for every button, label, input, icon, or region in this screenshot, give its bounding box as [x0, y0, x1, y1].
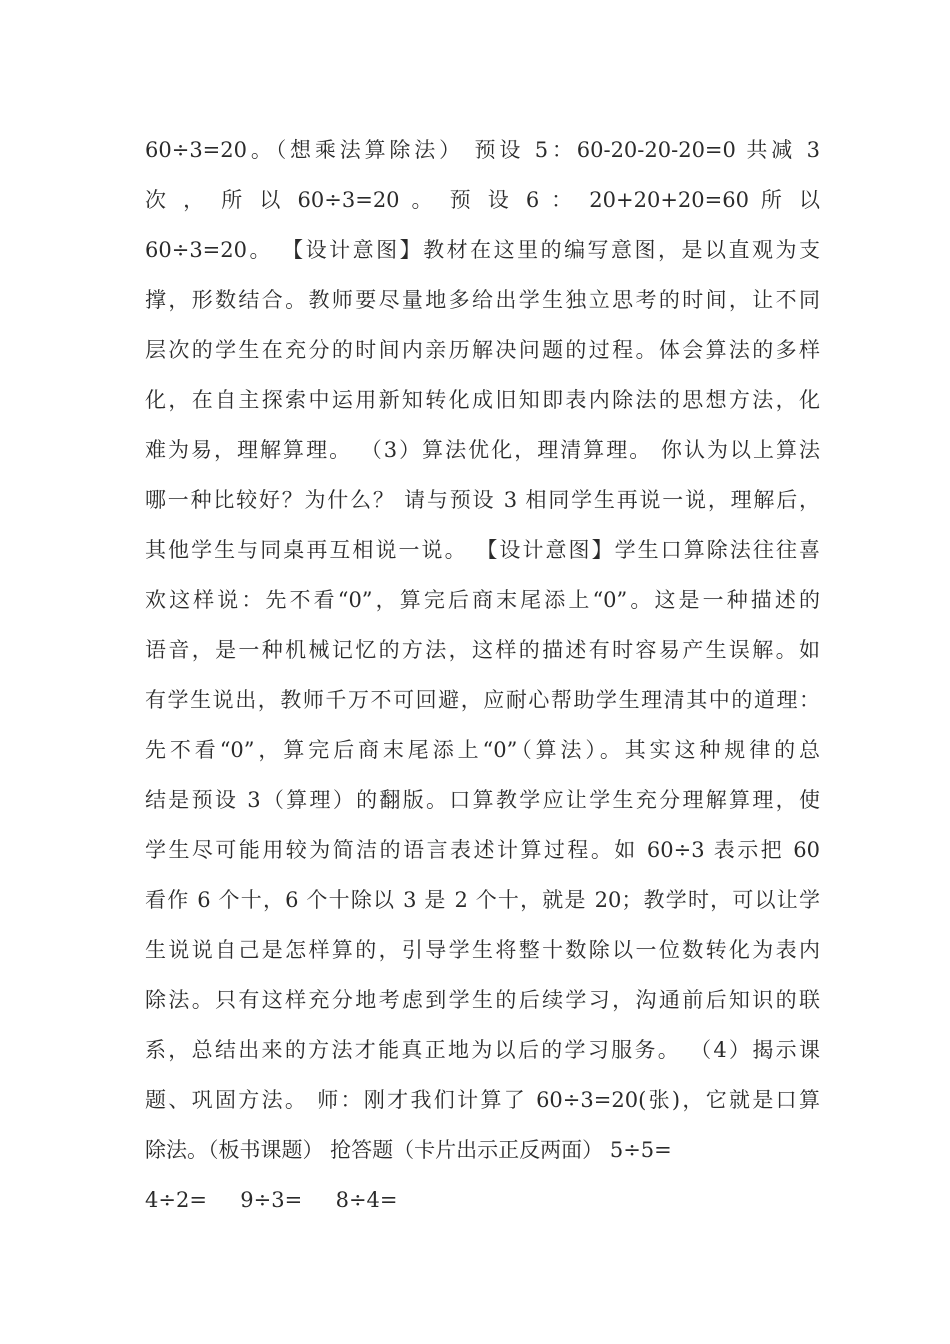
text-line-3: 60÷3=20。 【设计意图】教材在这里的编写意图，是以直观为支: [145, 238, 820, 262]
text-line-6: 化，在自主探索中运用新知转化成旧知即表内除法的思想方法，化: [145, 388, 820, 412]
text-line-2: 次 ， 所 以 60÷3=20 。 预 设 6 ： 20+20+20=60 所 以: [145, 188, 820, 212]
text-line-10: 欢这样说：先不看“0”，算完后商末尾添上“0”。这是一种描述的: [145, 588, 820, 612]
text-line-9: 其他学生与同桌再互相说一说。 【设计意图】学生口算除法往往喜: [145, 538, 820, 562]
text-line-15: 学生尽可能用较为简洁的语言表述计算过程。如 60÷3 表示把 60: [145, 838, 820, 862]
text-line-16: 看作 6 个十，6 个十除以 3 是 2 个十，就是 20；教学时，可以让学: [145, 888, 820, 912]
text-line-8: 哪一种比较好？为什么？ 请与预设 3 相同学生再说一说，理解后，: [145, 488, 820, 512]
text-line-21: 除法。（板书课题） 抢答题（卡片出示正反两面） 5÷5=: [145, 1138, 672, 1162]
text-line-12: 有学生说出，教师千万不可回避，应耐心帮助学生理清其中的道理：: [145, 688, 820, 712]
text-line-19: 系，总结出来的方法才能真正地为以后的学习服务。 （4）揭示课: [145, 1038, 820, 1062]
text-line-17: 生说说自己是怎样算的，引导学生将整十数除以一位数转化为表内: [145, 938, 820, 962]
text-line-4: 撑，形数结合。教师要尽量地多给出学生独立思考的时间，让不同: [145, 288, 820, 312]
text-line-14: 结是预设 3（算理）的翻版。口算教学应让学生充分理解算理，使: [145, 788, 820, 812]
text-line-13: 先不看“0”，算完后商末尾添上“0”（算法）。其实这种规律的总: [145, 738, 820, 762]
text-line-22: 4÷2= 9÷3= 8÷4=: [145, 1188, 398, 1212]
text-line-18: 除法。只有这样充分地考虑到学生的后续学习，沟通前后知识的联: [145, 988, 820, 1012]
text-line-1: 60÷3=20。（想乘法算除法） 预设 5：60-20-20-20=0 共减 3: [145, 138, 820, 162]
text-line-20: 题、巩固方法。 师：刚才我们计算了 60÷3=20(张)，它就是口算: [145, 1088, 820, 1112]
text-line-7: 难为易，理解算理。 （3）算法优化，理清算理。 你认为以上算法: [145, 438, 820, 462]
text-line-5: 层次的学生在充分的时间内亲历解决问题的过程。体会算法的多样: [145, 338, 820, 362]
body-text: [145, 128, 820, 1228]
text-line-11: 语音，是一种机械记忆的方法，这样的描述有时容易产生误解。如: [145, 638, 820, 662]
